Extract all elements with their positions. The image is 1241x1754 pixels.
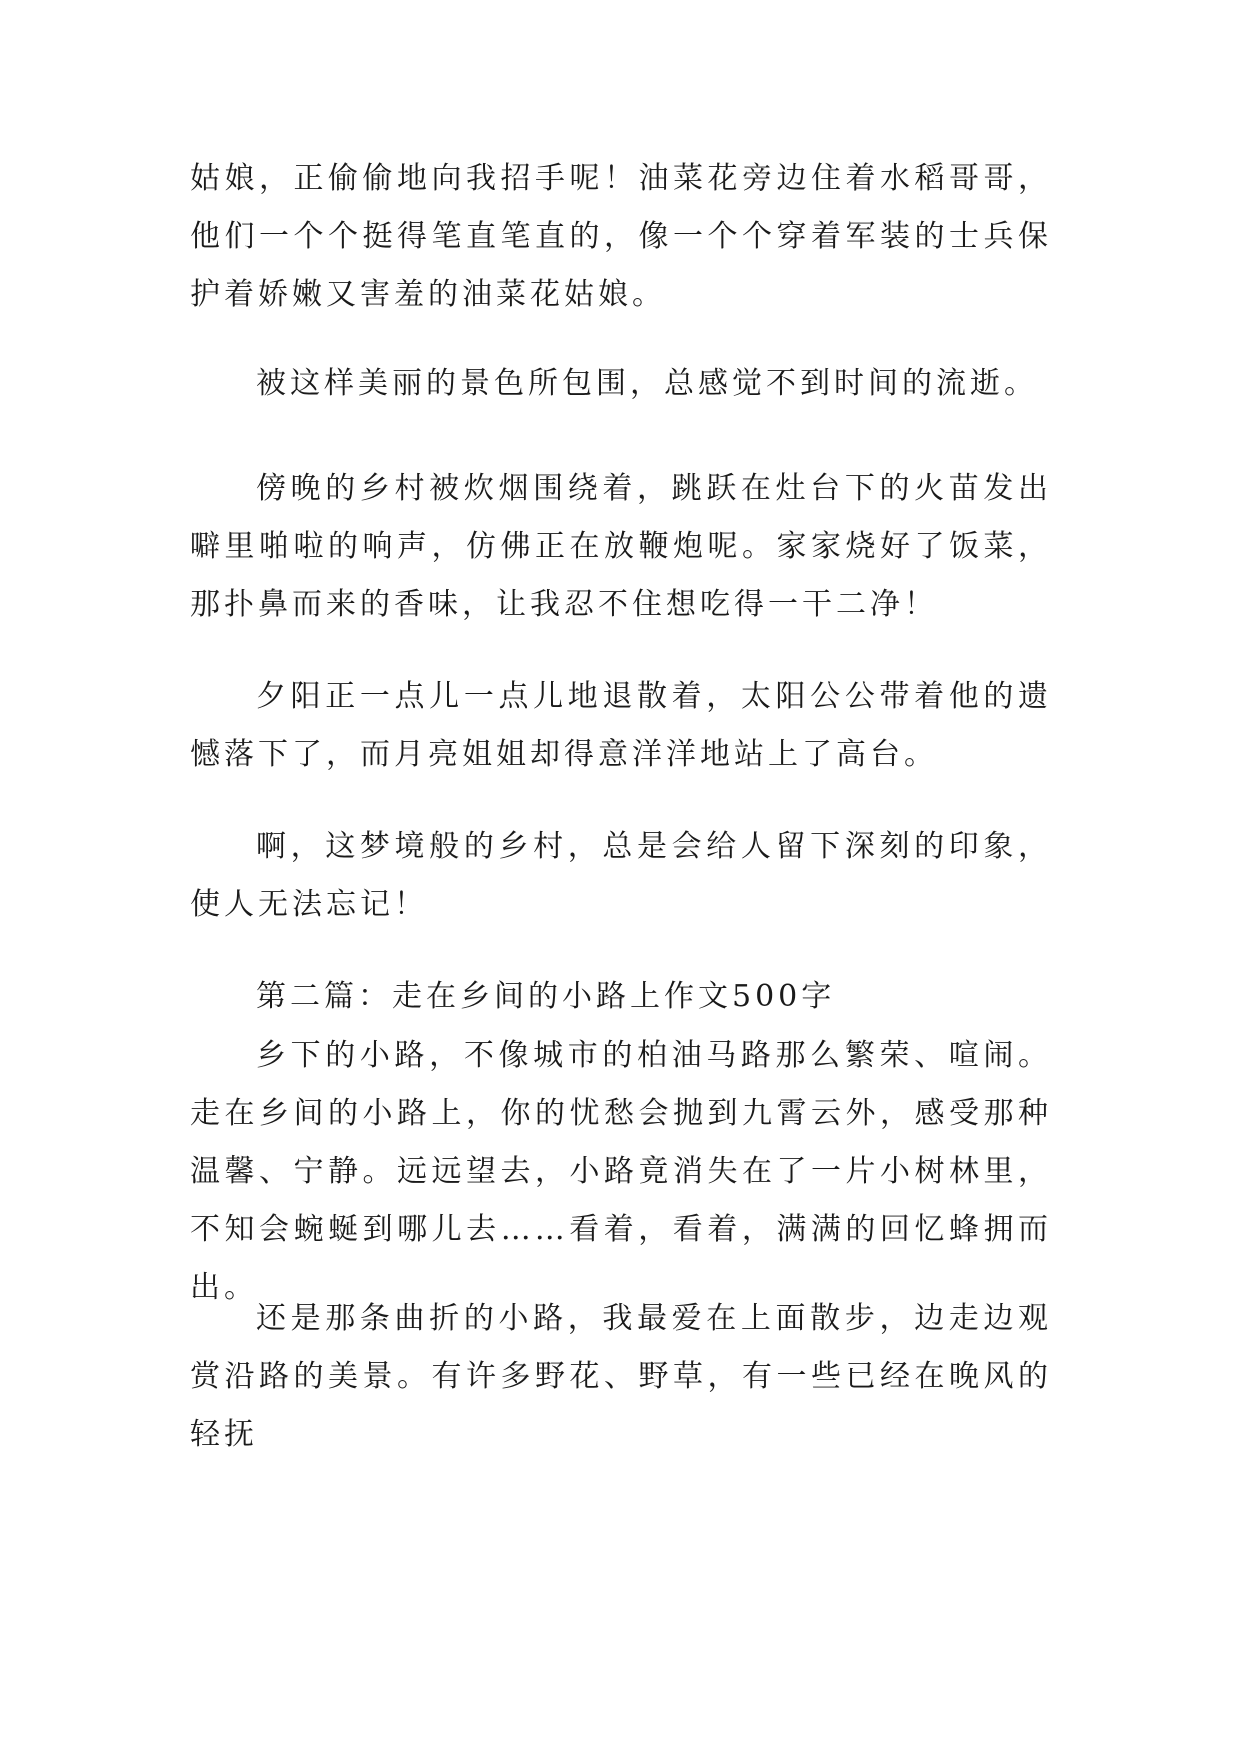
paragraph: 被这样美丽的景色所包围，总感觉不到时间的流逝。 <box>256 366 1038 401</box>
paragraph: 夕阳正一点儿一点儿地退散着，太阳公公带着他的遗憾落下了，而月亮姐姐却得意洋洋地站上了高台。 <box>190 679 1052 772</box>
section-heading: 第二篇：走在乡间的小路上作文500字 <box>256 979 836 1014</box>
paragraph: 傍晚的乡村被炊烟围绕着，跳跃在灶台下的火苗发出噼里啪啦的响声，仿佛正在放鞭炮呢。家家烧好了饭菜，那扑鼻而来的香味，让我忍不住想吃得一干二净！ <box>190 471 1052 622</box>
paragraph: 啊，这梦境般的乡村，总是会给人留下深刻的印象，使人无法忘记！ <box>190 829 1052 922</box>
paragraph: 还是那条曲折的小路，我最爱在上面散步，边走边观赏沿路的美景。有许多野花、野草，有一些已经在晚风的轻抚 <box>190 1301 1052 1452</box>
paragraph-continued: 姑娘，正偷偷地向我招手呢！油菜花旁边住着水稻哥哥，他们一个个挺得笔直笔直的，像一个个穿着军装的士兵保护着娇嫩又害羞的油菜花姑娘。 <box>190 161 1052 312</box>
paragraph: 乡下的小路，不像城市的柏油马路那么繁荣、喧闹。走在乡间的小路上，你的忧愁会抛到九霄云外，感受那种温馨、宁静。远远望去，小路竟消失在了一片小树林里，不知会蜿蜒到哪儿去……看着，看着，满满的回忆蜂拥而出。 <box>190 1038 1052 1305</box>
